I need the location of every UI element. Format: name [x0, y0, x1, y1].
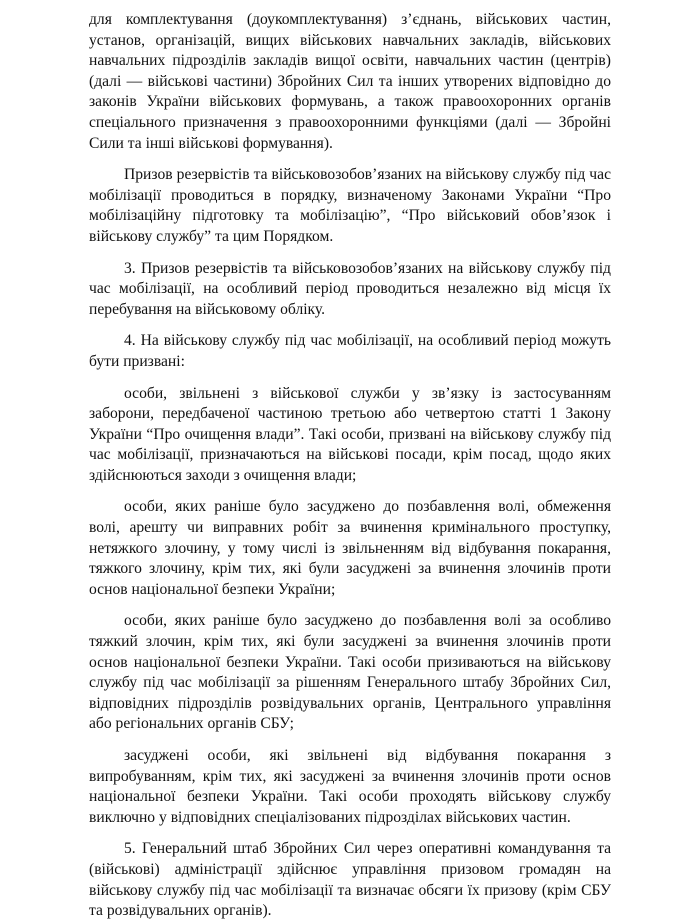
paragraph-item-3: 3. Призов резервістів та військовозобов’язаних на військову службу під час мобілізації, на особливий період проводиться незалежно від місця їх перебування на військовому обліку. — [89, 259, 611, 318]
paragraph-item-4-persons-convicted: особи, яких раніше було засуджено до позбавлення волі, обмеження волі, арешту чи виправних робіт за вчинення кримінального проступку, нетяжкого злочину, у тому числі із звільненням від відбування покарання, тяжкого злочину, крім тих, які були засуджені за вчинення злочинів проти основ національної безпеки України; — [89, 498, 611, 598]
paragraph-item-5: 5. Генеральний штаб Збройних Сил через оперативні командування та (військові) адміністрації здійснює управління призовом громадян на військову службу під час мобілізації та визначає обсяги їх призову (крім СБУ та розвідувальних органів). — [89, 840, 611, 920]
paragraph-item-4-persons-dismissed: особи, звільнені з військової служби у зв’язку із застосуванням заборони, передбаченої частиною третьою або четвертою статті 1 Закону України “Про очищення влади”. Такі особи, призвані на військову службу під час мобілізації, призначаються на військові посади, крім посад, щодо яких здійснюються заходи з очищення влади; — [89, 384, 611, 484]
paragraph-item-4-persons-grave-crime: особи, яких раніше було засуджено до позбавлення волі за особливо тяжкий злочин, крім тих, які були засуджені за вчинення злочинів проти основ національної безпеки України. Такі особи призиваються на військову службу під час мобілізації за рішенням Генерального штабу Збройних Сил, відповідних підрозділів розвідувальних органів, Центрального управління або регіональних органів СБУ; — [89, 612, 611, 733]
paragraph-item-4-probation: засуджені особи, які звільнені від відбування покарання з випробуванням, крім тих, які засуджені за вчинення злочинів проти основ національної безпеки України. Такі особи проходять військову службу виключно у відповідних спеціалізованих підрозділах військових частин. — [89, 747, 611, 826]
paragraph-item-4: 4. На військову службу під час мобілізації, на особливий період можуть бути призвані: — [89, 332, 611, 370]
paragraph-conscription-procedure: Призов резервістів та військовозобов’язаних на військову службу під час мобілізації проводиться в порядку, визначеному Законами України “Про мобілізаційну підготовку та мобілізацію”, “Про військовий обов’язок і військову службу” та цим Порядком. — [89, 166, 611, 245]
paragraph-continuation: для комплектування (доукомплектування) з’єднань, військових частин, установ, організацій, вищих військових навчальних закладів, військових навчальних підрозділів закладів вищої освіти, навчальних частин (центрів) (далі — військові частини) Збройних Сил та інших утворених відповідно до законів України військових формувань, а також правоохоронних органів спеціального призначення з правоохоронними функціями (далі — Збройні Сили та інші військові формування). — [89, 11, 611, 152]
document-page — [89, 10, 611, 922]
